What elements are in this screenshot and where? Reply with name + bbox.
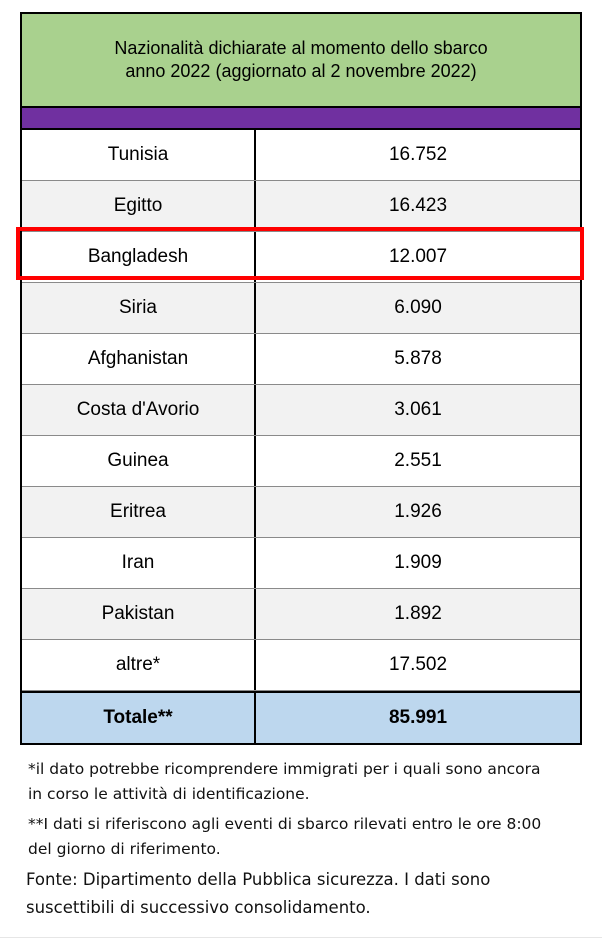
table-row (22, 181, 580, 232)
value-cell: 1.926 (394, 501, 442, 522)
value-cell: 1.892 (394, 603, 442, 624)
country-cell: Siria (22, 283, 256, 333)
table-header (22, 14, 580, 108)
country-cell: Guinea (22, 436, 256, 486)
source-line1: Fonte: Dipartimento della Pubblica sicurezza. I dati sono (26, 870, 491, 889)
value-cell: 16.423 (388, 195, 448, 216)
footnote-2-line2: del giorno di riferimento. (28, 840, 221, 858)
source-line2: suscettibili di successivo consolidamento. (26, 898, 371, 917)
table-row (22, 283, 580, 334)
table-row (22, 640, 580, 691)
value-cell: 3.061 (394, 399, 442, 420)
header-band (22, 108, 580, 130)
country-cell: Eritrea (22, 487, 256, 537)
table-row (22, 232, 580, 283)
table-title-line1: Nazionalità dichiarate al momento dello sbarco (114, 38, 488, 58)
value-cell: 2.551 (394, 450, 442, 471)
country-cell: Bangladesh (22, 232, 256, 282)
footnotes (28, 757, 588, 922)
country-cell: Tunisia (22, 130, 256, 180)
country-cell: Pakistan (22, 589, 256, 639)
table-row (22, 538, 580, 589)
value-cell: 12.007 (388, 246, 448, 267)
country-cell: Costa d'Avorio (22, 385, 256, 435)
table-row (22, 436, 580, 487)
country-cell: Iran (22, 538, 256, 588)
footnote-1 (28, 757, 588, 807)
value-cell: 5.878 (394, 348, 442, 369)
country-cell: Afghanistan (22, 334, 256, 384)
value-cell: 17.502 (388, 654, 448, 675)
table-row (22, 385, 580, 436)
footnote-2 (28, 812, 588, 862)
nationality-table (20, 12, 582, 745)
value-cell: 16.752 (388, 144, 448, 165)
total-row (22, 691, 580, 743)
total-label: Totale** (22, 693, 256, 743)
value-cell: 1.909 (394, 552, 442, 573)
country-cell: altre* (22, 640, 256, 690)
divider (0, 937, 602, 938)
footnote-2-line1: **I dati si riferiscono agli eventi di sbarco rilevati entro le ore 8:00 (28, 815, 542, 833)
footnote-1-line2: in corso le attività di identificazione. (28, 785, 310, 803)
table-row (22, 487, 580, 538)
country-cell: Egitto (22, 181, 256, 231)
total-value: 85.991 (388, 707, 448, 728)
table-title-line2: anno 2022 (aggiornato al 2 novembre 2022) (125, 61, 477, 81)
source-note (26, 866, 588, 922)
footnote-1-line1: *il dato potrebbe ricomprendere immigrati per i quali sono ancora (28, 760, 541, 778)
table-row (22, 589, 580, 640)
value-cell: 6.090 (394, 297, 442, 318)
table-row (22, 130, 580, 181)
table-row (22, 334, 580, 385)
